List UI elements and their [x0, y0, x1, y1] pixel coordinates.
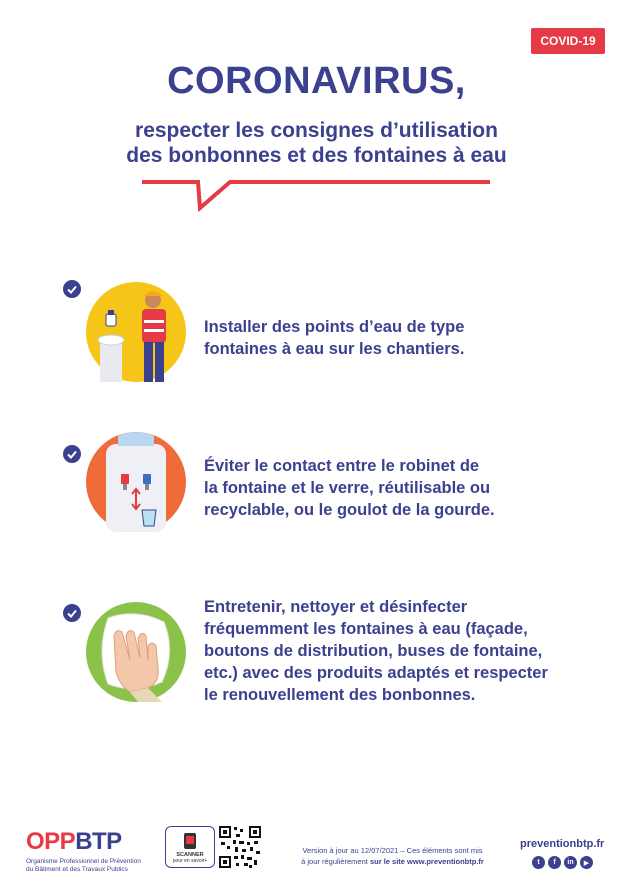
version-note: [290, 845, 495, 867]
logo-opp: OPP: [26, 828, 76, 855]
scan-label: SCANNER: [176, 852, 204, 858]
water-fountain-worker-icon: [86, 282, 186, 382]
logo-btp: BTP: [75, 828, 122, 855]
item-2-text: [204, 455, 495, 521]
covid-badge: COVID-19: [531, 28, 605, 54]
item-2-line: la fontaine et le verre, réutilisable ou: [204, 479, 491, 497]
item-3-line: Entretenir, nettoyer et désinfecter: [204, 598, 468, 616]
item-2-line: Éviter le contact entre le robinet de: [204, 457, 480, 475]
logo-subtitle-1: Organisme Professionnel de Prévention: [26, 858, 141, 865]
page-subtitle: [0, 118, 633, 168]
youtube-icon[interactable]: ▶: [580, 856, 593, 869]
item-3-text: [204, 596, 548, 706]
version-line-1: Version à jour au 12/07/2021 – Ces éléments sont mis: [302, 846, 483, 855]
item-2-line: recyclable, ou le goulot de la gourde.: [204, 501, 495, 519]
version-line-2a: à jour régulièrement: [301, 857, 370, 866]
logo-subtitle-2: du Bâtiment et des Travaux Publics: [26, 866, 128, 873]
item-3-line: etc.) avec des produits adaptés et respecter: [204, 664, 548, 682]
page-title: CORONAVIRUS,: [167, 60, 466, 102]
speech-bubble-underline: [140, 176, 492, 216]
phone-icon: [183, 832, 197, 850]
scan-sub: pour en savoir+: [172, 858, 208, 864]
linkedin-icon[interactable]: in: [564, 856, 577, 869]
item-3-line: le renouvellement des bonbonnes.: [204, 686, 476, 704]
hand-wipe-icon: [86, 602, 186, 702]
social-links: [532, 856, 593, 869]
check-icon: [63, 280, 81, 298]
item-3-line: fréquemment les fontaines à eau (façade,: [204, 620, 528, 638]
item-1-text: [204, 316, 464, 360]
item-3-line: boutons de distribution, buses de fontaine,: [204, 642, 543, 660]
check-icon: [63, 604, 81, 622]
subtitle-line-1: respecter les consignes d’utilisation: [135, 119, 498, 142]
subtitle-line-2: des bonbonnes et des fontaines à eau: [126, 144, 507, 167]
version-line-2b[interactable]: sur le site www.preventionbtp.fr: [369, 857, 484, 866]
item-1-line: fontaines à eau sur les chantiers.: [204, 340, 465, 358]
facebook-icon[interactable]: f: [548, 856, 561, 869]
fountain-tap-glass-icon: [86, 432, 186, 532]
item-1-line: Installer des points d’eau de type: [204, 318, 465, 336]
qr-code[interactable]: [218, 825, 262, 869]
check-icon: [63, 445, 81, 463]
site-link[interactable]: preventionbtp.fr: [520, 838, 605, 850]
scan-phone-box: [165, 826, 215, 868]
oppbtp-logo: [26, 828, 146, 874]
twitter-icon[interactable]: t: [532, 856, 545, 869]
